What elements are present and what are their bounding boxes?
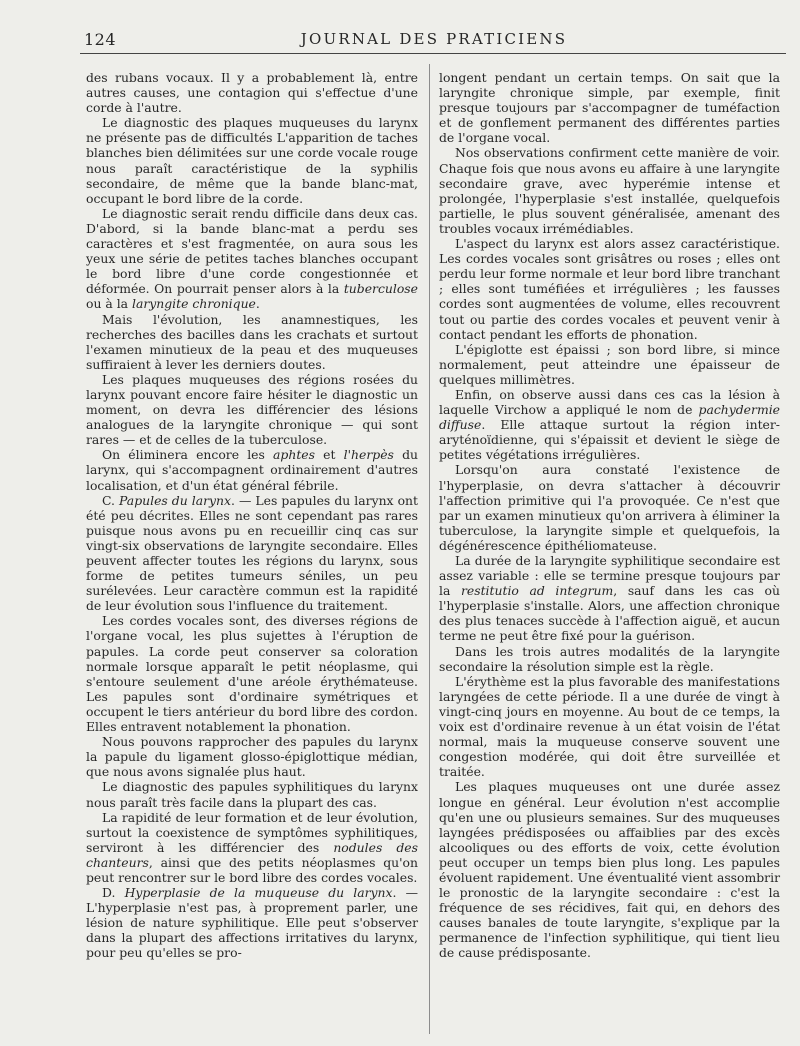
paragraph [86, 115, 418, 206]
right-column [439, 70, 780, 961]
text-run: du larynx, qui s'accompagnent ordinairement d'autres localisation, et d'un état général fébrile. [86, 447, 418, 493]
paragraph [439, 70, 780, 145]
paragraph [86, 372, 418, 447]
journal-title: JOURNAL DES PRATICIENS [300, 30, 568, 48]
paragraph [86, 70, 418, 115]
paragraph [86, 613, 418, 734]
text-run: Nos observations confirment cette manière de voir. Chaque fois que nous avons eu affaire à une laryngite secondaire grave, avec hyperémie intense et prolongée, l'hyperplasie s'est installée, quelquefois partielle, le plus souvent généralisée, amenant des troubles vocaux irrémédiables. [439, 145, 780, 236]
text-run: Le diagnostic des papules syphilitiques du larynx nous paraît très facile dans la plupart des cas. [86, 779, 418, 810]
italic-text: aphtes [273, 447, 316, 463]
paragraph [439, 553, 780, 644]
text-run: Les cordes vocales sont, des diverses régions de l'organe vocal, les plus sujettes à l'éruption de papules. La corde peut conserver sa coloration normale lorsque apparaît le petit néoplasme, qui s'entoure seulement d'une aréole érythémateuse. Les papules sont d'ordinaire symétriques et occupent le tiers antérieur du bord libre des cordon. Elles entravent notablement la phonation. [86, 613, 418, 735]
italic-text: Papules du larynx [119, 492, 232, 508]
text-run: C. [102, 492, 120, 508]
paragraph [439, 462, 780, 553]
paragraph [439, 387, 780, 462]
paragraph [86, 810, 418, 885]
text-run: La rapidité de leur formation et de leur évolution, surtout la coexistence de symptômes syphilitiques, serviront à les différencier des [86, 809, 418, 855]
paragraph [439, 779, 780, 960]
paragraph [86, 885, 418, 960]
italic-text: pachydermie diffuse [439, 402, 780, 433]
text-run: Les plaques muqueuses des régions rosées du larynx pouvant encore faire hésiter le diagnostic un moment, on devra les différencier des lésions analogues de la laryngite chronique — qui sont rares — et de celles de la tuberculose. [86, 371, 418, 448]
paragraph [86, 734, 418, 779]
paragraph [439, 145, 780, 236]
paragraph [86, 493, 418, 614]
header-rule [80, 53, 786, 54]
paragraph [439, 342, 780, 387]
text-run: Le diagnostic des plaques muqueuses du larynx ne présente pas de difficultés L'apparition de taches blanches bien délimitées sur une corde vocale rouge nous paraît caractéristique de la syphilis secondaire, de même que la bande blanc-mat, occupant le bord libre de la corde. [86, 115, 418, 206]
text-run: Nous pouvons rapprocher des papules du larynx la papule du ligament glosso-épiglottique médian, que nous avons signalée plus haut. [86, 734, 418, 780]
paragraph [439, 236, 780, 342]
running-header [84, 30, 784, 52]
text-run: Le diagnostic serait rendu difficile dans deux cas. D'abord, si la bande blanc-mat a perdu ses caractères et s'est fragmentée, on aura sous les yeux une série de petites taches blanches occupant le bord libre d'une corde congestionnée et déformée. On pourrait penser alors à la [86, 205, 418, 297]
text-run: Les plaques muqueuses ont une durée assez longue en général. Leur évolution n'est accomplie qu'en une ou plusieurs semaines. Sur des muqueuses layngées prédisposées ou affaiblies par des excès alcooliques ou des efforts de voix, cette évolution peut occuper un temps bien plus long. Les papules évoluent rapidement. Une éventualité vient assombrir le pronostic de la laryngite secondaire : c'est la fréquence de ses récidives, fait qui, en dehors des causes banales de toute laryngite, s'explique par la permanence de l'infection syphilitique, qui tient lieu de cause prédisposante. [439, 779, 780, 961]
page-number: 124 [84, 30, 117, 49]
text-run: . Elle attaque surtout la région inter-aryténoïdienne, qui s'épaissit et devient le siège de petites végétations irrégulières. [439, 417, 780, 463]
italic-text: l'herpès [343, 447, 394, 463]
text-run: L'érythème est la plus favorable des manifestations laryngées de cette période. Il a une durée de vingt à vingt-cinq jours en moyenne. Au bout de ce temps, la voix est d'ordinaire revenue à un état voisin de l'état normal, mais la muqueuse conserve souvent une congestion modérée, qui doit être surveillée et traitée. [439, 673, 780, 780]
column-divider [429, 64, 430, 1034]
text-run: Mais l'évolution, les anamnestiques, les recherches des bacilles dans les crachats et surtout l'examen minutieux de la peau et des muqueuses suffiraient à lever les derniers doutes. [86, 311, 418, 372]
text-run: L'aspect du larynx est alors assez caractéristique. Les cordes vocales sont grisâtres ou roses ; elles ont perdu leur forme normale et leur bord libre tranchant ; elles sont tuméfiées et irrégulières ; les fausses cordes sont augmentées de volume, elles recouvrent tout ou partie des cordes vocales et peuvent venir à contact pendant les efforts de phonation. [439, 236, 780, 342]
text-run: . [255, 296, 260, 312]
text-run: , ainsi que des petits néoplasmes qu'on peut rencontrer sur le bord libre des cordes vocales. [86, 854, 418, 885]
text-run: . — L'hyperplasie n'est pas, à proprement parler, une lésion de nature syphilitique. Elle peut s'observer dans la plupart des affections irritatives du larynx, pour peu qu'elles se pro- [86, 885, 418, 961]
text-run: La durée de la laryngite syphilitique secondaire est assez variable : elle se termine presque toujours par la [439, 553, 780, 599]
left-column [86, 70, 418, 961]
paragraph [86, 447, 418, 492]
text-run: Lorsqu'on aura constaté l'existence de l'hyperplasie, on devra s'attacher à découvrir l'affection primitive qui l'a provoquée. Ce n'est que par un examen minutieux qu'on arrivera à éliminer la tuberculose, la laryngite simple et quelquefois, la dégénérescence épithéliomateuse. [439, 462, 780, 553]
italic-text: tuberculose [343, 281, 418, 297]
italic-text: nodules des chanteurs [86, 839, 419, 870]
text-run: ou à la [86, 296, 132, 312]
text-run: Dans les trois autres modalités de la laryngite secondaire la résolution simple est la règle. [439, 643, 780, 674]
text-run: On éliminera encore les [102, 447, 274, 463]
paragraph [86, 206, 418, 312]
italic-text: restitutio ad integrum [460, 583, 614, 599]
paragraph [86, 779, 418, 809]
paragraph [439, 674, 780, 780]
text-run: D. [102, 885, 125, 901]
paragraph [439, 644, 780, 674]
text-run: et [315, 447, 344, 463]
text-run: Enfin, on observe aussi dans ces cas la lésion à laquelle Virchow a appliqué le nom de [439, 386, 780, 418]
paragraph [86, 312, 418, 372]
text-run: . — Les papules du larynx ont été peu décrites. Elles ne sont cependant pas rares puisque nous avons pu en recueillir cinq cas sur vingt-six observations de laryngite secondaire. Elles peuvent affecter toutes les régions du larynx, sous forme de petites tumeurs séniles, un peu surélevées. Leur caractère commun est la rapidité de leur évolution sous l'influence du traitement. [86, 492, 418, 614]
text-run: des rubans vocaux. Il y a probablement là, entre autres causes, une contagion qui s'effectue d'une corde à l'autre. [86, 70, 418, 116]
italic-text: laryngite chronique [132, 296, 256, 312]
text-run: , sauf dans les cas où l'hyperplasie s'installe. Alors, une affection chronique des plus tenaces succède à l'affection aiguë, et aucun terme ne peut être fixé pour la guérison. [439, 583, 780, 644]
text-run: L'épiglotte est épaissi ; son bord libre, si mince normalement, peut atteindre une épaisseur de quelques millimètres. [439, 341, 780, 387]
italic-text: Hyperplasie de la muqueuse du larynx [124, 885, 393, 901]
text-run: longent pendant un certain temps. On sait que la laryngite chronique simple, par exemple, finit presque toujours par s'accompagner de tuméfaction et de gonflement permanent des différentes parties de l'organe vocal. [439, 70, 780, 146]
